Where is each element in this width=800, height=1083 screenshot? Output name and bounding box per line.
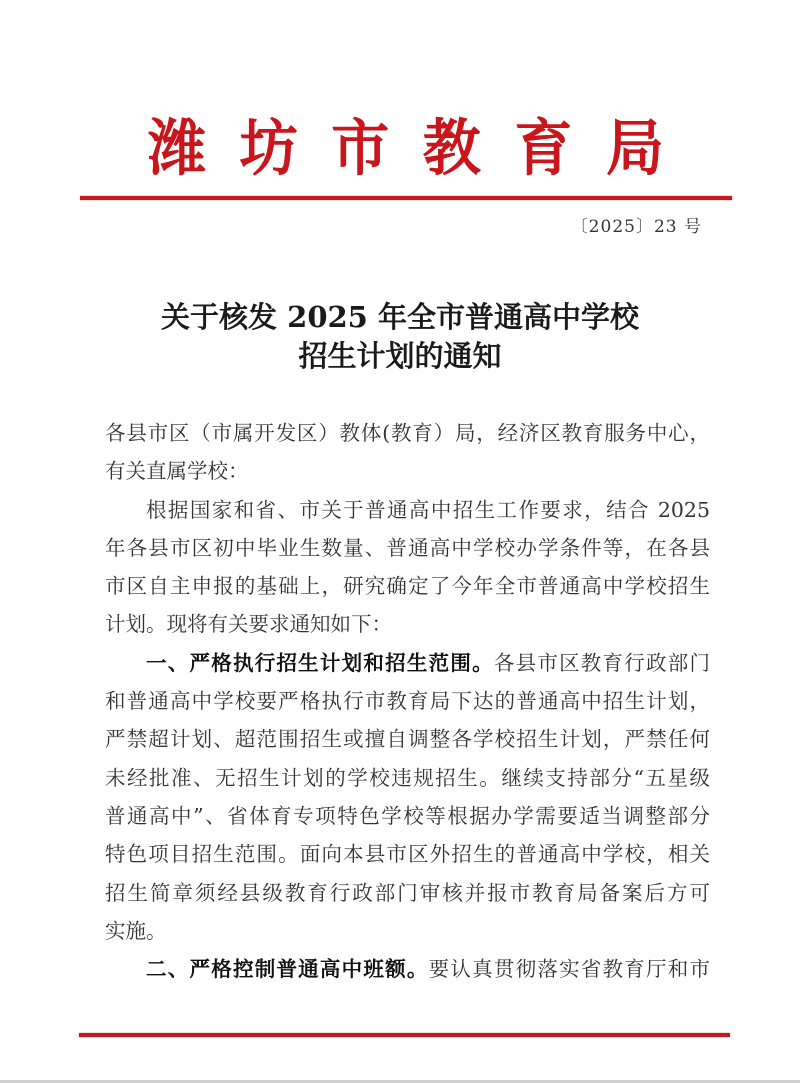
addressee-line: 有关直属学校： bbox=[105, 459, 249, 484]
section-2-text: 要认真贯彻落实省教育厅和市 bbox=[428, 957, 711, 982]
intro-line: 年各县市区初中毕业生数量、普通高中学校办学条件等，在各县 bbox=[105, 535, 710, 560]
document-number: 〔2025〕23 号 bbox=[570, 217, 702, 237]
footer-red-divider bbox=[79, 1033, 730, 1037]
intro-line: 计划。现将有关要求通知如下： bbox=[105, 612, 392, 637]
section-1-line: 特色项目招生范围。面向本县市区外招生的普通高中学校，相关 bbox=[105, 842, 710, 867]
section-2-first-line bbox=[105, 950, 710, 988]
document-title-line-2: 招生计划的通知 bbox=[298, 339, 502, 373]
section-1-line: 普通高中”、省体育专项特色学校等根据办学需要适当调整部分 bbox=[105, 803, 710, 828]
org-name-char: 教 bbox=[422, 112, 481, 184]
section-1-text: 各县市区教育行政部门 bbox=[493, 650, 711, 675]
intro-line: 根据国家和省、市关于普通高中招生工作要求，结合 2025 bbox=[146, 497, 710, 522]
section-1-line: 和普通高中学校要严格执行市教育局下达的普通高中招生计划， bbox=[105, 689, 710, 714]
org-name-char: 育 bbox=[514, 112, 573, 184]
section-1-line: 严禁超计划、超范围招生或擅自调整各学校招生计划，严禁任何 bbox=[105, 727, 710, 752]
section-1-first-line bbox=[105, 644, 710, 682]
section-2-heading: 二、严格控制普通高中班额。 bbox=[146, 957, 429, 982]
org-name-char: 坊 bbox=[239, 112, 298, 184]
addressee-line: 各县市区（市属开发区）教体(教育）局，经济区教育服务中心， bbox=[105, 421, 710, 445]
intro-line: 市区自主申报的基础上，研究确定了今年全市普通高中学校招生 bbox=[105, 574, 710, 599]
section-1-line: 招生简章须经县级教育行政部门审核并报市教育局备案后方可 bbox=[105, 880, 710, 905]
org-name-char: 潍 bbox=[148, 112, 207, 184]
org-name-char: 市 bbox=[331, 112, 390, 184]
document-title-line-1: 关于核发 2025 年全市普通高中学校 bbox=[161, 300, 639, 334]
document-body bbox=[105, 414, 710, 988]
section-1-line: 未经批准、无招生计划的学校违规招生。继续支持部分“五星级 bbox=[105, 765, 710, 790]
header-red-divider bbox=[80, 196, 732, 200]
section-1-heading: 一、严格执行招生计划和招生范围。 bbox=[146, 650, 494, 675]
section-1-line: 实施。 bbox=[105, 918, 167, 943]
org-letterhead bbox=[80, 108, 732, 188]
org-name-char: 局 bbox=[605, 112, 664, 184]
